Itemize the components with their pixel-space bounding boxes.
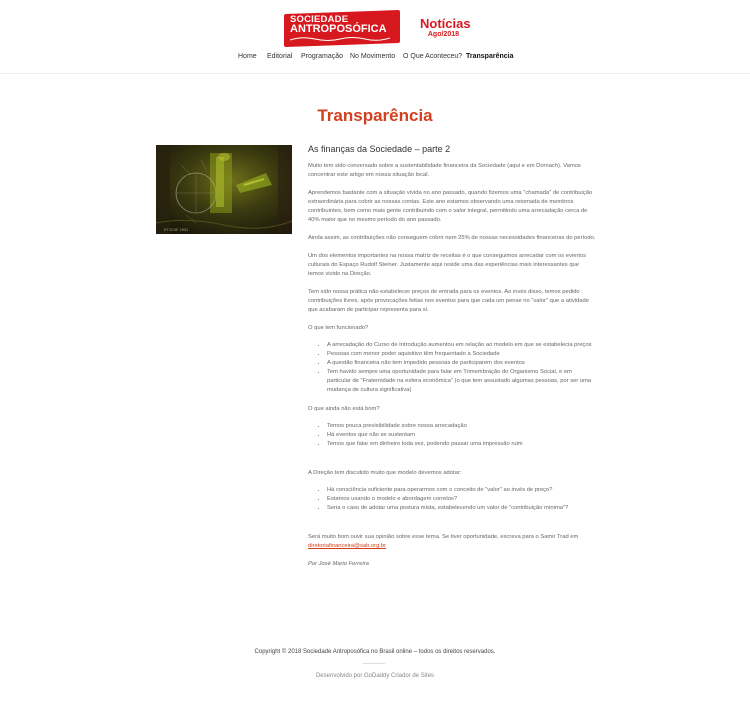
article-paragraph: Muito tem sido conversado sobre a sustentabilidade financeira da Sociedade (aqui e em Dornach). Vamos concentrar este artigo em nossa situação local. xyxy=(308,163,581,178)
list-item: • Tem havido sempre uma oportunidade para falar em Trimembração do Organismo Social, e em particular de "Fraternidade na esfera econômica" (o que tem assustado algumas pessoas, por ser uma mudança de cultura significativa) xyxy=(327,368,596,395)
page-title: Transparência xyxy=(317,106,433,125)
list-item: • A arrecadação do Curso de Introdução aumentou em relação ao modelo em que se estabelecia preços xyxy=(327,341,596,350)
list-what-works xyxy=(327,341,596,395)
list-item: • Há eventos que não se sustentam xyxy=(327,431,596,440)
list-item: • Pessoas com menor poder aquisitivo têm frequentado a Sociedade xyxy=(327,350,596,359)
logo-text-line2: ANTROPOSÓFICA xyxy=(290,23,387,35)
nav-item-editorial[interactable]: Editorial xyxy=(267,53,293,60)
article-paragraph: Um dos elementos importantes na nossa matriz de receitas é o que conseguimos arrecadar com os eventos culturais do Espaço Rudolf Steiner. Justamente aqui reside uma das experiências mais interessantes que temos vivido na Direção. xyxy=(308,253,587,277)
noticias-date: Ago/2018 xyxy=(427,31,459,38)
nav-item-programacao[interactable]: Programação xyxy=(301,53,344,60)
image-caption: 07 DOE 1931 xyxy=(164,227,189,232)
article-paragraph: Tem sido nossa prática não estabelecer preços de entrada para os eventos. Ao invés disso, temos pedido contribuições livres, após provocações feitas nos eventos para que cada um pense no "valor" que a atividade que acabaram de participar representa para si. xyxy=(308,289,589,313)
article-body xyxy=(308,144,596,578)
email-link[interactable]: diretoriafinanceira@sab.org.br xyxy=(308,543,387,549)
nav-item-home[interactable]: Home xyxy=(238,53,257,60)
noticias-badge xyxy=(420,17,470,39)
article-paragraph: Ainda assim, as contribuições não conseguem cobrir nem 25% de nossas necessidades financeiras do período. xyxy=(308,235,596,241)
question-heading: O que ainda não está bom? xyxy=(308,406,380,412)
footer-developer-credit[interactable]: Desenvolvido por GoDaddy Criador de Sites xyxy=(315,673,435,679)
site-header xyxy=(0,0,750,74)
logo-text-line1: SOCIEDADE xyxy=(290,14,349,25)
article-image xyxy=(156,145,292,234)
list-item: • Seria o caso de adotar uma postura mista, estabelecendo um valor de "contribuição mínima"? xyxy=(327,504,596,513)
site-logo[interactable] xyxy=(284,12,400,45)
main-nav xyxy=(0,53,750,65)
article-author: Por José Mario Ferreira xyxy=(308,561,369,567)
article-heading: As finanças da Sociedade – parte 2 xyxy=(308,144,451,154)
article-paragraph: Aprendemos bastante com a situação vivida no ano passado, quando fizemos uma "chamada" de contribuição extraordinária para cobrir as nossas contas. Este ano estamos observando uma retomada de membros contribuintes, bem como mais gente contribuindo com o valor integral, permitindo uma arrecadação cerca de 40% maior que no mesmo período do ano passado. xyxy=(308,190,593,223)
abstract-painting-image xyxy=(156,145,292,234)
nav-item-no-movimento[interactable]: No Movimento xyxy=(350,53,396,60)
footer-divider xyxy=(363,663,385,664)
nav-item-transparencia[interactable]: Transparência xyxy=(466,53,514,60)
list-not-good-yet xyxy=(327,422,596,449)
list-item: • Temos pouca previsibilidade sobre nossa arrecadação xyxy=(327,422,596,431)
question-heading: O que tem funcionado? xyxy=(308,325,369,331)
nav-item-o-que-aconteceu[interactable]: O Que Aconteceu? xyxy=(403,53,463,60)
list-item: • A questão financeira não tem impedido pessoas de participarem dos eventos xyxy=(327,359,596,368)
list-item: • Estamos usando o modelo e abordagem corretos? xyxy=(327,495,596,504)
footer-copyright: Copyright © 2018 Sociedade Antroposófica no Brasil online – todos os direitos reservados. xyxy=(254,649,496,655)
list-item: • Há consciência suficiente para operarmos com o conceito de "valor" ao invés de preço? xyxy=(327,486,596,495)
logo-wave-icon xyxy=(290,36,390,42)
noticias-title: Notícias xyxy=(420,16,471,31)
list-item: • Temos que falar em dinheiro toda vez, podendo passar uma impressão ruim xyxy=(327,440,596,449)
question-heading: A Direção tem discutido muito que modelo devemos adotar: xyxy=(308,470,462,476)
closing-text: Será muito bom ouvir sua opinião sobre esse tema. Se tiver oportunidade, escreva para o Samir Trad em xyxy=(308,534,579,540)
list-model-questions xyxy=(327,486,596,513)
closing-paragraph xyxy=(308,533,596,551)
